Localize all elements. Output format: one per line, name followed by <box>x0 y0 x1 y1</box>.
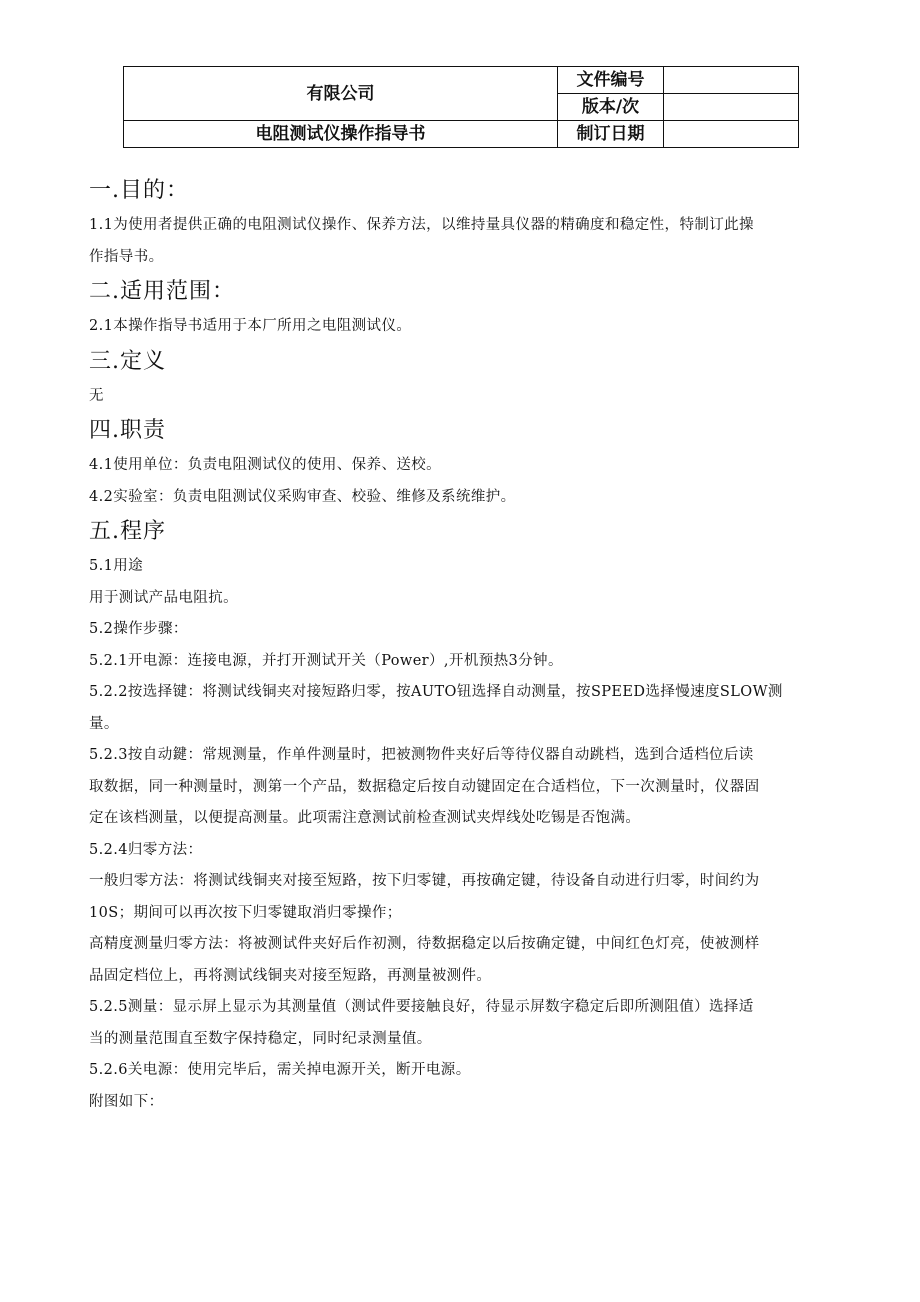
paragraph: 量。 <box>89 715 119 732</box>
paragraph: 5.2.6关电源：使用完毕后，需关掉电源开关，断开电源。 <box>89 1062 471 1078</box>
paragraph: 10S；期间可以再次按下归零键取消归零操作； <box>89 904 402 921</box>
version-label: 版本/次 <box>558 94 664 121</box>
paragraph: 5.2操作步骤： <box>89 621 188 637</box>
paragraph: 5.2.2按选择键：将测试线铜夹对接短路归零，按AUTO钮选择自动测量，按SPEED选择慢速度SLOW测 <box>89 684 783 700</box>
paragraph: 取数据，同一种测量时，测第一个产品，数据稳定后按自动键固定在合适档位，下一次测量时，仪器固 <box>89 778 760 795</box>
date-value <box>664 121 799 148</box>
document-body <box>89 172 834 1118</box>
version-value <box>664 94 799 121</box>
document-title: 电阻测试仪操作指导书 <box>124 121 558 148</box>
file-number-label: 文件编号 <box>558 67 664 94</box>
paragraph: 用于测试产品电阻抗。 <box>89 589 238 606</box>
paragraph: 高精度测量归零方法：将被测试件夹好后作初测，待数据稳定以后按确定键，中间红色灯亮，使被测样 <box>89 936 760 952</box>
paragraph: 品固定档位上，再将测试线铜夹对接至短路，再测量被测件。 <box>89 967 492 984</box>
paragraph: 作指导书。 <box>89 248 164 265</box>
paragraph: 5.2.3按自动鍵：常规测量，作单件测量时，把被测物件夹好后等待仪器自动跳档，选到合适档位后读 <box>89 747 754 763</box>
paragraph: 4.1使用单位：负责电阻测试仪的使用、保养、送校。 <box>89 457 442 473</box>
paragraph: 5.2.5测量：显示屏上显示为其测量值（测试件要接触良好，待显示屏数字稳定后即所测阻值）选择适 <box>89 999 754 1015</box>
section-procedure-heading: 五.程序 <box>89 519 166 544</box>
section-responsibility-heading: 四.职责 <box>89 418 166 443</box>
paragraph: 附图如下： <box>89 1093 164 1110</box>
paragraph: 5.2.1开电源：连接电源，并打开测试开关（Power）,开机预热3分钟。 <box>89 652 563 669</box>
section-scope-heading: 二.适用范围： <box>89 279 235 304</box>
date-label: 制订日期 <box>558 121 664 148</box>
paragraph: 当的测量范围直至数字保持稳定，同时纪录测量值。 <box>89 1030 432 1047</box>
paragraph: 定在该档测量，以便提高测量。此项需注意测试前检查测试夹焊线处吃锡是否饱满。 <box>89 810 641 826</box>
paragraph: 5.1用途 <box>89 558 144 574</box>
section-definition-heading: 三.定义 <box>89 348 166 374</box>
paragraph: 无 <box>89 387 104 404</box>
document-header-table <box>123 66 799 148</box>
paragraph: 4.2实验室：负责电阻测试仪采购审查、校验、维修及系统维护。 <box>89 488 516 505</box>
paragraph: 2.1本操作指导书适用于本厂所用之电阻测试仪。 <box>89 318 412 334</box>
section-purpose-heading: 一.目的： <box>89 178 189 203</box>
paragraph: 5.2.4归零方法： <box>89 841 203 858</box>
paragraph: 1.1为使用者提供正确的电阻测试仪操作、保养方法，以维持量具仪器的精确度和稳定性，特制订此操 <box>89 217 754 233</box>
file-number-value <box>664 67 799 94</box>
company-name: 有限公司 <box>124 67 558 121</box>
paragraph: 一般归零方法：将测试线铜夹对接至短路，按下归零键，再按确定键，待设备自动进行归零，时间约为 <box>89 873 760 889</box>
